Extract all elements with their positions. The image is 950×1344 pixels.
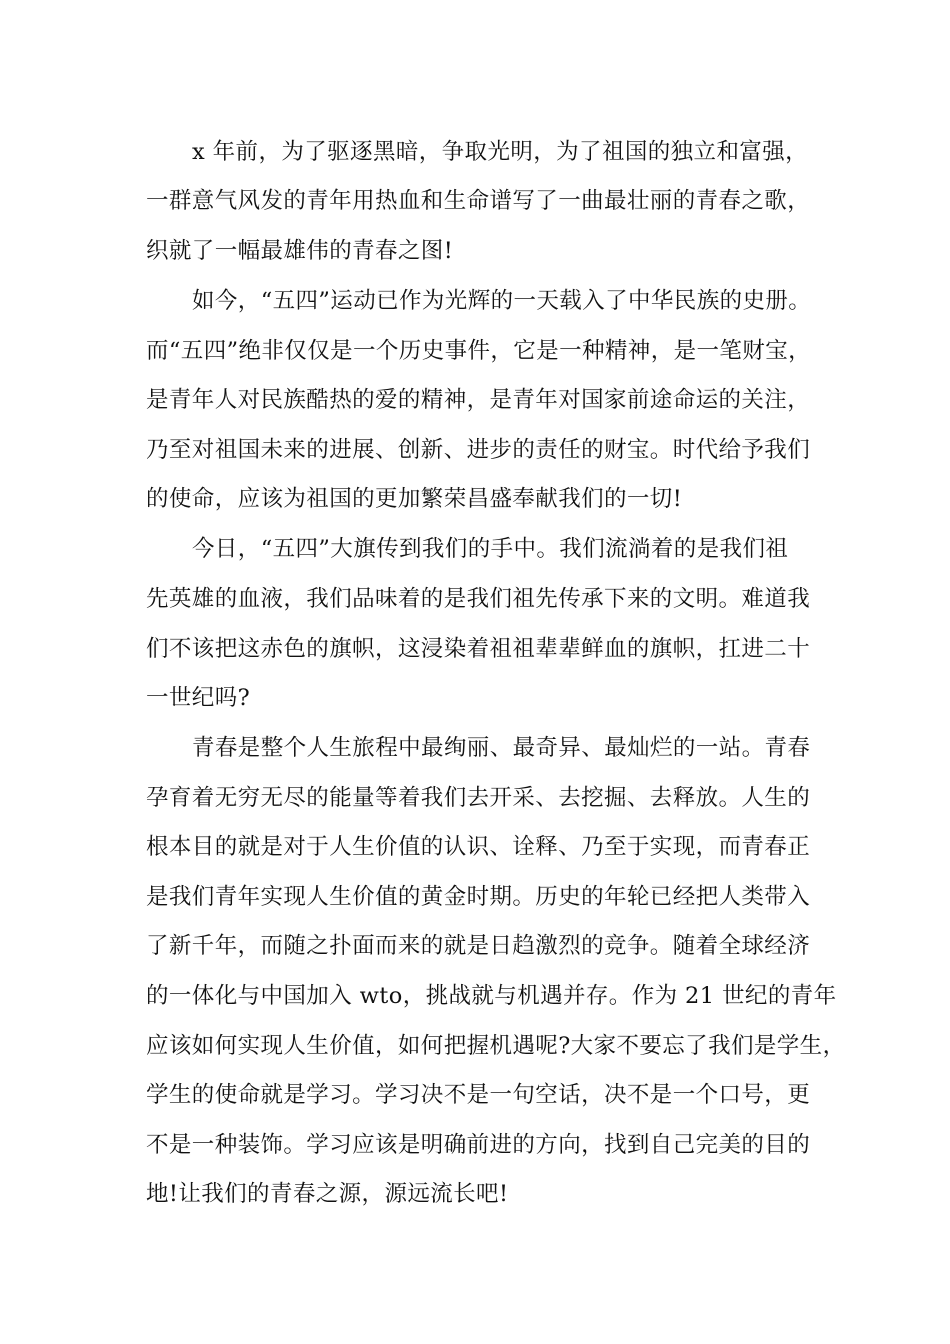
paragraph-3-line-2: 先英雄的血液，我们品味着的是我们祖先传承下来的文明。难道我 (146, 586, 811, 612)
paragraph-2-line-4: 乃至对祖国未来的进展、创新、进步的责任的财宝。时代给予我们 (146, 437, 811, 463)
paragraph-2-line-1: 如今，“五四”运动已作为光辉的一天载入了中华民族的史册。 (192, 288, 812, 314)
paragraph-1-line-3: 织就了一幅最雄伟的青春之图! (146, 238, 454, 264)
paragraph-2-line-5: 的使命，应该为祖国的更加繁荣昌盛奉献我们的一切! (146, 486, 683, 512)
paragraph-4-line-7: 应该如何实现人生价值，如何把握机遇呢?大家不要忘了我们是学生， (146, 1033, 846, 1059)
paragraph-3-line-3: 们不该把这赤色的旗帜，这浸染着祖祖辈辈鲜血的旗帜，扛进二十 (146, 636, 811, 662)
paragraph-4-line-10: 地!让我们的青春之源，源远流长吧! (146, 1181, 509, 1207)
paragraph-4-line-9: 不是一种装饰。学习应该是明确前进的方向，找到自己完美的目的 (146, 1132, 811, 1158)
paragraph-4-line-5: 了新千年，而随之扑面而来的就是日趋激烈的竞争。随着全球经济 (146, 933, 811, 959)
paragraph-2-line-3: 是青年人对民族酷热的爱的精神，是青年对国家前途命运的关注， (146, 387, 811, 413)
paragraph-4-line-6: 的一体化与中国加入 wto，挑战就与机遇并存。作为 21 世纪的青年 (146, 983, 837, 1009)
paragraph-4-line-8: 学生的使命就是学习。学习决不是一句空话，决不是一个口号，更 (146, 1082, 811, 1108)
paragraph-4-line-4: 是我们青年实现人生价值的黄金时期。历史的年轮已经把人类带入 (146, 884, 811, 910)
paragraph-1-line-2: 一群意气风发的青年用热血和生命谱写了一曲最壮丽的青春之歌， (146, 188, 811, 214)
paragraph-3-line-4: 一世纪吗? (146, 685, 251, 711)
paragraph-4-line-3: 根本目的就是对于人生价值的认识、诠释、乃至于实现，而青春正 (146, 834, 811, 860)
paragraph-1-line-1: x 年前，为了驱逐黑暗，争取光明，为了祖国的独立和富强， (192, 139, 809, 165)
paragraph-4-line-1: 青春是整个人生旅程中最绚丽、最奇异、最灿烂的一站。青春 (192, 735, 811, 761)
paragraph-2-line-2: 而“五四”绝非仅仅是一个历史事件，它是一种精神，是一笔财宝， (146, 338, 812, 364)
paragraph-4-line-2: 孕育着无穷无尽的能量等着我们去开采、去挖掘、去释放。人生的 (146, 785, 811, 811)
paragraph-3-line-1: 今日，“五四”大旗传到我们的手中。我们流淌着的是我们祖 (192, 536, 789, 562)
